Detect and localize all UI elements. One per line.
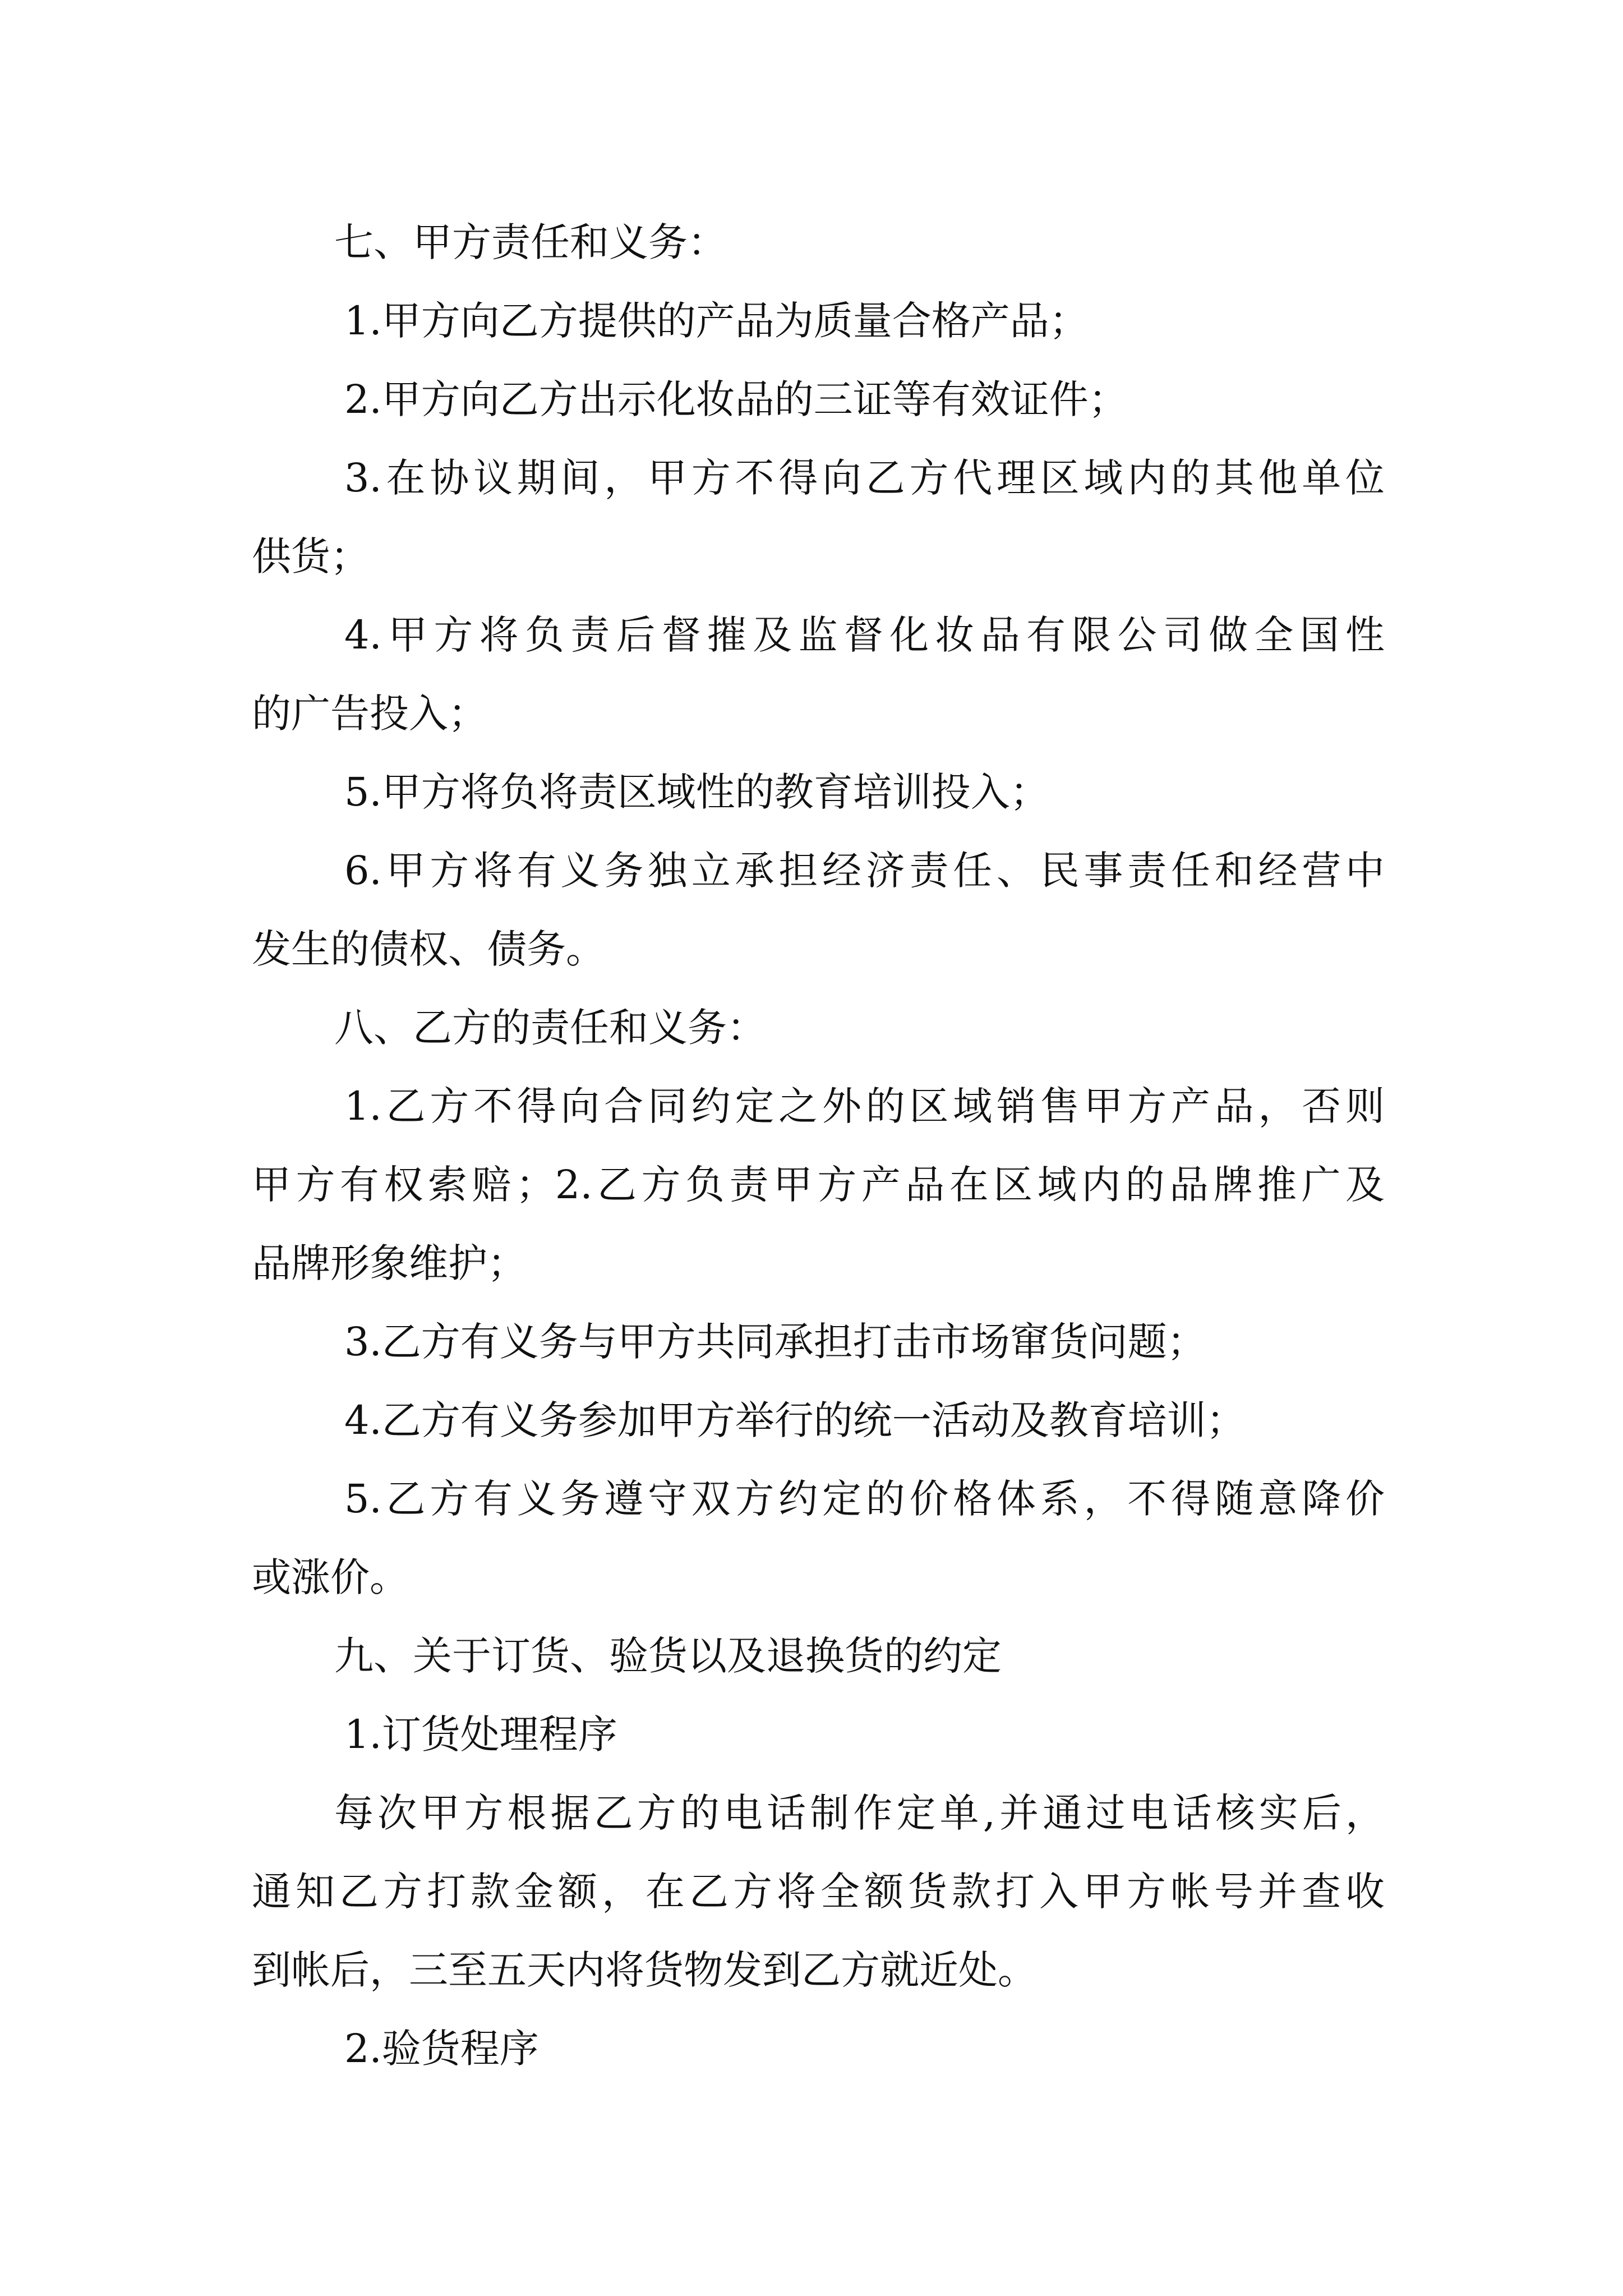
section-9-paragraph-line-1: 每次甲方根据乙方的电话制作定单,并通过电话核实后， [334,1790,1385,1836]
section-7-item-4-line-2: 的广告投入； [252,691,487,737]
section-8-item-5-line-2: 或涨价。 [252,1554,409,1600]
section-9-heading: 九、关于订货、验货以及退换货的约定 [334,1633,1002,1679]
section-8-item-1-line-1: 1.乙方不得向合同约定之外的区域销售甲方产品，否则 [344,1083,1385,1129]
section-8-item-4: 4.乙方有义务参加甲方举行的统一活动及教育培训； [344,1397,1246,1443]
section-7-item-1: 1.甲方向乙方提供的产品为质量合格产品； [344,298,1089,344]
section-9-subheading-1: 1.订货处理程序 [344,1711,617,1757]
section-7-item-3-line-1: 3.在协议期间，甲方不得向乙方代理区域内的其他单位 [344,455,1385,501]
section-7-item-6-line-2: 发生的债权、债务。 [252,926,605,972]
section-7-item-3-line-2: 供货； [252,533,370,579]
section-7-item-6-line-1: 6.甲方将有义务独立承担经济责任、民事责任和经营中 [344,848,1385,894]
section-7-item-4-line-1: 4.甲方将负责后督摧及监督化妆品有限公司做全国性 [344,612,1385,658]
section-9-paragraph-line-2: 通知乙方打款金额，在乙方将全额货款打入甲方帐号并查收 [252,1869,1385,1915]
section-9-subheading-2: 2.验货程序 [344,2026,539,2072]
section-7-heading: 七、甲方责任和义务： [334,219,727,265]
section-8-item-1-line-2: 甲方有权索赔；2.乙方负责甲方产品在区域内的品牌推广及 [252,1162,1385,1208]
section-8-item-1-line-3: 品牌形象维护； [252,1240,527,1286]
section-7-item-5: 5.甲方将负将责区域性的教育培训投入； [344,769,1049,815]
section-8-item-3: 3.乙方有义务与甲方共同承担打击市场窜货问题； [344,1319,1206,1365]
section-9-paragraph-line-3: 到帐后，三至五天内将货物发到乙方就近处。 [252,1947,1037,1993]
section-8-item-5-line-1: 5.乙方有义务遵守双方约定的价格体系，不得随意降价 [344,1476,1385,1522]
section-8-heading: 八、乙方的责任和义务： [334,1005,766,1051]
section-7-item-2: 2.甲方向乙方出示化妆品的三证等有效证件； [344,376,1128,422]
